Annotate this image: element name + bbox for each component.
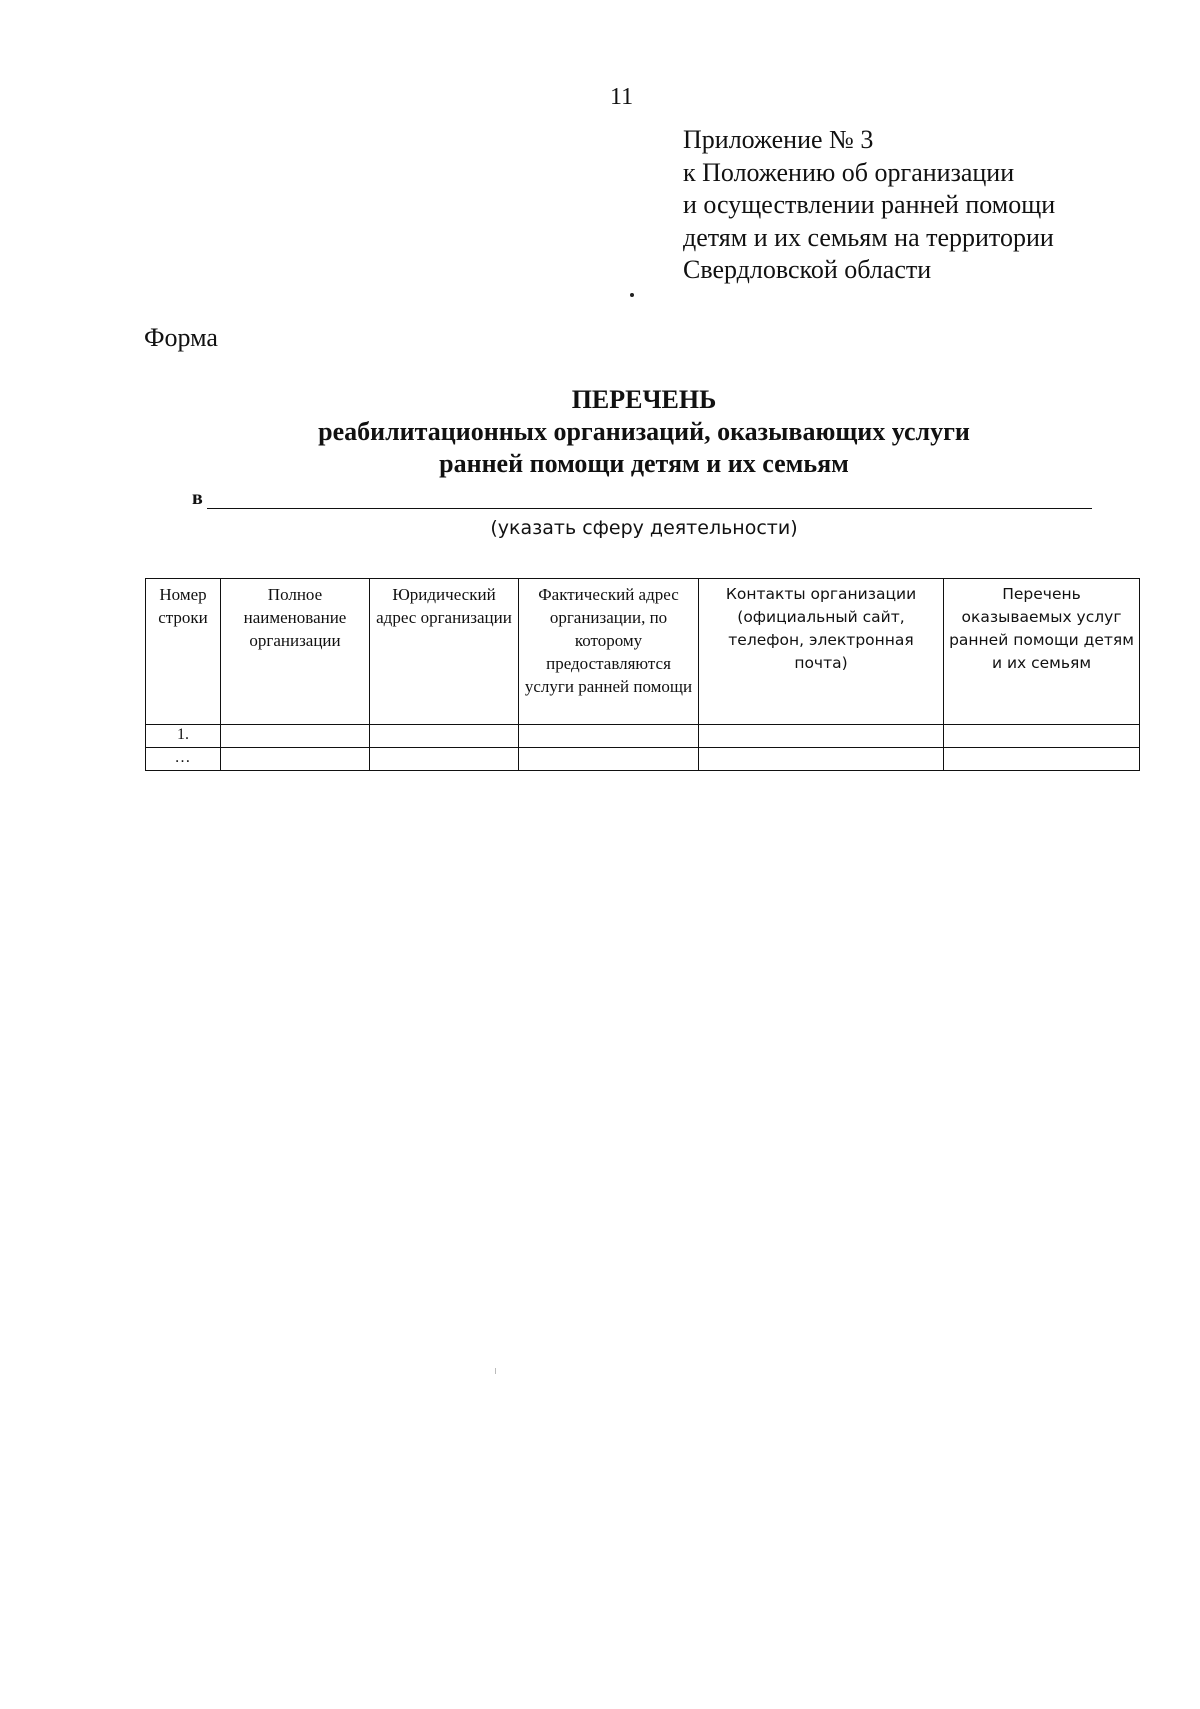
scan-speck — [495, 1368, 496, 1374]
form-label: Форма — [144, 323, 218, 352]
appendix-block — [683, 124, 1163, 287]
table-cell[interactable] — [221, 725, 370, 748]
sphere-prefix: в — [192, 487, 203, 509]
table-cell[interactable] — [699, 748, 944, 771]
document-title — [144, 384, 1144, 480]
table-cell[interactable] — [699, 725, 944, 748]
row-number-cell: … — [146, 748, 221, 771]
table-cell[interactable] — [519, 748, 699, 771]
appendix-line: Приложение № 3 — [683, 125, 874, 154]
table-row — [146, 725, 1140, 748]
table-row — [146, 748, 1140, 771]
header-actual-address: Фактический адрес организации, по которому предоставляются услуги ранней помощи — [519, 579, 699, 725]
appendix-line: и осуществлении ранней помощи — [683, 190, 1056, 219]
table-cell[interactable] — [944, 725, 1140, 748]
table-cell[interactable] — [370, 748, 519, 771]
table-cell[interactable] — [370, 725, 519, 748]
table-cell[interactable] — [221, 748, 370, 771]
header-legal-address: Юридический адрес организации — [370, 579, 519, 725]
row-number-cell: 1. — [146, 725, 221, 748]
appendix-line: Свердловской области — [683, 255, 932, 284]
sphere-hint: (указать сферу деятельности) — [490, 517, 798, 539]
appendix-line: к Положению об организации — [683, 157, 1015, 187]
table-cell[interactable] — [944, 748, 1140, 771]
page-number: 11 — [610, 84, 634, 110]
sphere-fill-line[interactable] — [207, 508, 1092, 509]
title-line-1: реабилитационных организаций, оказывающих услуги — [318, 417, 970, 446]
header-services: Перечень оказываемых услуг ранней помощи детям и их семьям — [944, 579, 1140, 725]
title-line-2: ранней помощи детям и их семьям — [439, 449, 849, 478]
header-full-name: Полное наименование организации — [221, 579, 370, 725]
scan-dot — [630, 293, 634, 297]
appendix-line: детям и их семьям на территории — [683, 222, 1054, 252]
table-cell[interactable] — [519, 725, 699, 748]
title-heading: ПЕРЕЧЕНЬ — [571, 385, 717, 414]
header-row-number: Номер строки — [146, 579, 221, 725]
table-header-row — [146, 579, 1140, 725]
header-contacts: Контакты организации (официальный сайт, телефон, электронная почта) — [699, 579, 944, 725]
organizations-table — [145, 578, 1140, 771]
